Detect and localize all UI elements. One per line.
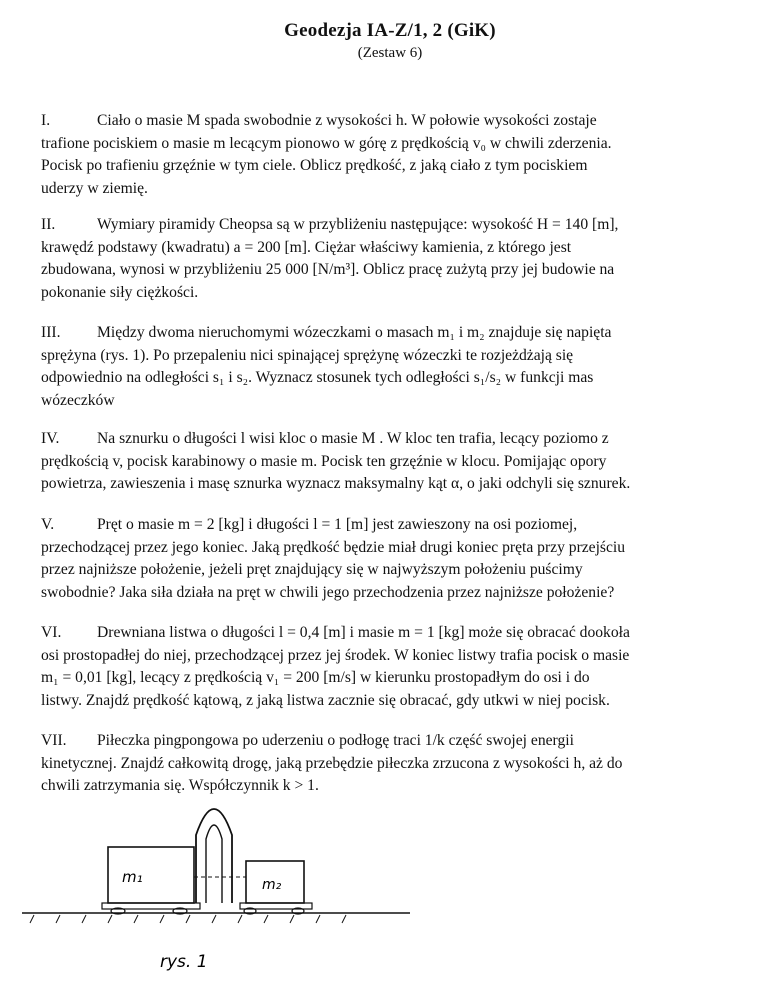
ground-hatching xyxy=(30,915,346,923)
problem-number: III. xyxy=(41,324,61,341)
spring-inner xyxy=(206,825,222,903)
problem-line: uderzy w ziemię. xyxy=(41,179,148,197)
left-cart-body xyxy=(108,847,194,903)
problem-line: wózeczków xyxy=(41,391,115,409)
problem-5 xyxy=(41,514,751,604)
problem-line: Ciało o masie M spada swobodnie z wysokości h. W połowie wysokości zostaje xyxy=(97,112,597,129)
problem-line: Piłeczka pingpongowa po uderzeniu o podłogę traci 1/k część swojej energii xyxy=(97,732,574,749)
problem-line: listwy. Znajdź prędkość kątową, z jaką listwa zacznie się obracać, gdy utkwi w niej pocisk. xyxy=(41,691,610,709)
right-cart-label: m₂ xyxy=(262,877,282,893)
problem-line: Na sznurku o długości l wisi kloc o masie M . W kloc ten trafia, lecący poziomo z xyxy=(97,430,609,447)
problem-line: krawędź podstawy (kwadratu) a = 200 [m]. Ciężar właściwy kamienia, z którego jest xyxy=(41,238,572,256)
problem-line: odpowiednio na odległości s₁ i s₂. Wyznacz stosunek tych odległości s₁/s₂ w funkcji mas xyxy=(41,369,594,386)
document-subtitle: (Zestaw 6) xyxy=(357,45,423,61)
problem-line: chwili zatrzymania się. Współczynnik k > 1. xyxy=(41,777,319,794)
problem-line: powietrza, zawieszenia i masę sznurka wyznacz maksymalny kąt α, o jaki odchyli się sznurek. xyxy=(41,475,631,492)
carts-spring-figure xyxy=(20,805,420,995)
problem-line: zbudowana, wynosi w przybliżeniu 25 000 [N/m³]. Oblicz pracę zużytą przy jej budowie na xyxy=(41,261,615,278)
spring xyxy=(196,809,232,903)
problem-line: swobodnie? Jaka siła działa na pręt w chwili jego przechodzenia przez najniższe położenie? xyxy=(41,583,615,601)
problem-line: osi prostopadłej do niej, przechodzącej przez jej środek. W koniec listwy trafia pocisk o masie xyxy=(41,646,630,664)
problem-line: przechodzącej przez jego koniec. Jaką prędkość będzie miał drugi koniec pręta przy przejściu xyxy=(41,538,626,556)
problem-4 xyxy=(41,428,751,496)
problem-number: VI. xyxy=(41,624,62,641)
problem-line: trafione pociskiem o masie m lecącym pionowo w górę z prędkością v₀ w chwili zderzenia. xyxy=(41,134,612,152)
problem-line: przez najniższe położenie, jeżeli pręt znajdujący się w najwyższym położeniu puścimy xyxy=(41,561,583,578)
problem-line: prędkością v, pocisk karabinowy o masie m. Pocisk ten grzęźnie w klocu. Pomijając opory xyxy=(41,452,607,470)
problem-number: I. xyxy=(41,112,51,129)
problem-line: Między dwoma nieruchomymi wózeczkami o masach m₁ i m₂ znajduje się napięta xyxy=(97,324,612,341)
document-title: Geodezja IA-Z/1, 2 (GiK) xyxy=(284,20,496,41)
problem-2 xyxy=(41,214,751,304)
problem-1 xyxy=(41,110,751,200)
problem-line: Pocisk po trafieniu grzęźnie w tym ciele. Oblicz prędkość, z jaką ciało z tym pociskiem xyxy=(41,157,588,174)
problem-line: Pręt o masie m = 2 [kg] i długości l = 1 [m] jest zawieszony na osi poziomej, xyxy=(97,516,578,533)
problem-line: Drewniana listwa o długości l = 0,4 [m] i masie m = 1 [kg] może się obracać dookoła xyxy=(97,624,630,641)
problem-line: pokonanie siły ciężkości. xyxy=(41,283,199,301)
problem-line: kinetycznej. Znajdź całkowitą drogę, jaką przebędzie piłeczka zrzucona z wysokości h, aż do xyxy=(41,754,623,772)
problem-line: sprężyna (rys. 1). Po przepaleniu nici spinającej sprężynę wózeczki te rozjeżdżają się xyxy=(41,346,574,364)
problem-3 xyxy=(41,322,751,412)
figure-caption: rys. 1 xyxy=(160,952,208,972)
problem-number: II. xyxy=(41,216,56,233)
problem-number: VII. xyxy=(41,732,67,749)
problem-7 xyxy=(41,730,751,798)
problem-number: IV. xyxy=(41,430,60,447)
problem-line: m₁ = 0,01 [kg], lecący z prędkością v₁ = 200 [m/s] w kierunku prostopadłym do osi i do xyxy=(41,669,590,686)
problem-line: Wymiary piramidy Cheopsa są w przybliżeniu następujące: wysokość H = 140 [m], xyxy=(97,216,619,233)
problem-6 xyxy=(41,622,751,712)
problem-number: V. xyxy=(41,516,55,533)
left-cart-label: m₁ xyxy=(122,868,143,886)
